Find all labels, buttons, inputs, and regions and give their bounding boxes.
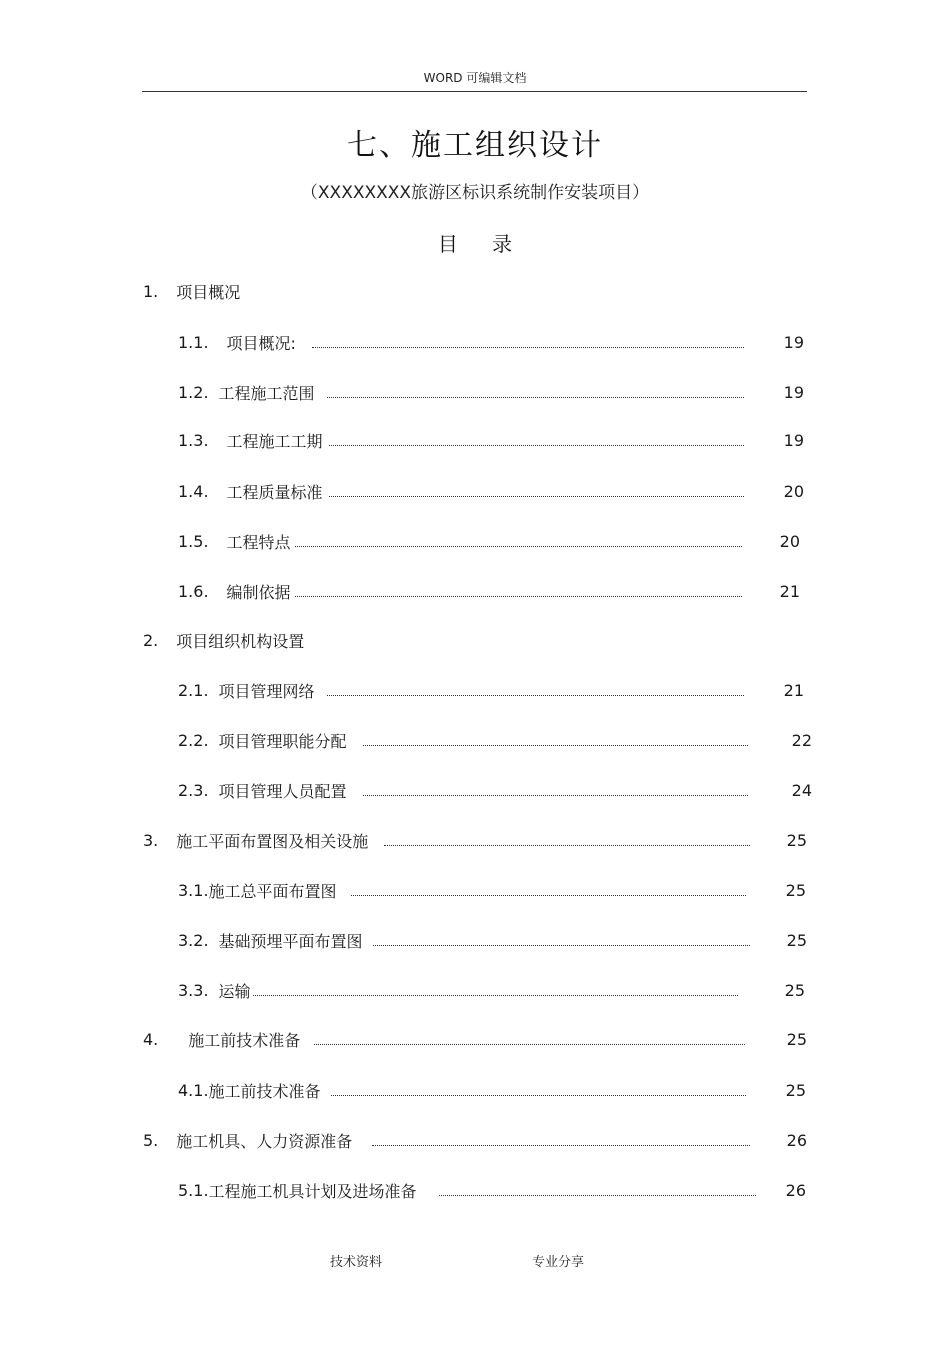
toc-page-number: 26 [785, 1180, 806, 1200]
toc-entry[interactable] [178, 529, 800, 553]
toc-number: 1.4. [178, 481, 209, 501]
toc-page-number: 19 [783, 382, 804, 402]
toc-entry[interactable] [178, 1178, 806, 1202]
toc-number: 1.2. [178, 382, 209, 402]
toc-label: 项目概况: [226, 333, 296, 353]
toc-page-number: 24 [791, 780, 812, 800]
toc-number: 2.2. [178, 730, 209, 750]
toc-leader-dots [372, 1145, 750, 1146]
toc-number: 2.3. [178, 780, 209, 800]
toc-page-number: 26 [786, 1130, 807, 1150]
toc-page-number: 25 [784, 980, 805, 1000]
toc-leader-dots [363, 795, 748, 796]
toc-number: 1. [143, 281, 159, 301]
toc-number: 1.1. [178, 332, 209, 352]
toc-label: 基础预埋平面布置图 [218, 931, 363, 951]
toc-leader-dots [331, 1095, 746, 1096]
toc-page-number: 25 [785, 880, 806, 900]
toc-entry[interactable] [143, 279, 743, 303]
toc-leader-dots [295, 546, 742, 547]
toc-entry[interactable] [178, 678, 804, 702]
toc-entry[interactable] [178, 928, 807, 952]
toc-entry[interactable] [178, 1078, 806, 1102]
toc-leader-dots [327, 695, 744, 696]
toc-label: 项目管理人员配置 [218, 781, 347, 801]
toc-number: 5.1. [178, 1180, 209, 1200]
toc-leader-dots [327, 397, 744, 398]
toc-number: 4.1. [178, 1080, 209, 1100]
toc-entry[interactable] [178, 479, 804, 503]
toc-leader-dots [384, 845, 750, 846]
toc-entry[interactable] [178, 428, 804, 452]
toc-number: 3. [143, 830, 159, 850]
toc-entry[interactable] [178, 330, 804, 354]
toc-label: 运输 [218, 981, 251, 1001]
toc-label: 项目组织机构设置 [176, 631, 305, 651]
toc-number: 1.5. [178, 531, 209, 551]
toc-number: 2. [143, 630, 159, 650]
document-title: 七、施工组织设计 [347, 128, 603, 163]
toc-entry[interactable] [178, 778, 812, 802]
toc-number: 5. [143, 1130, 159, 1150]
toc-entry[interactable] [143, 628, 743, 652]
toc-label: 工程施工工期 [226, 431, 323, 451]
document-subtitle: （XXXXXXXX旅游区标识系统制作安装项目） [300, 183, 650, 203]
footer-left: 技术资料 [330, 1255, 383, 1270]
toc-label: 工程施工范围 [218, 383, 315, 403]
toc-label: 工程特点 [226, 532, 291, 552]
toc-leader-dots [329, 496, 744, 497]
toc-number: 1.6. [178, 581, 209, 601]
toc-page-number: 21 [783, 680, 804, 700]
toc-leader-dots [351, 895, 746, 896]
toc-entry[interactable] [178, 728, 812, 752]
toc-entry[interactable] [178, 380, 804, 404]
toc-page-number: 25 [786, 930, 807, 950]
toc-leader-dots [363, 745, 748, 746]
toc-heading: 目 录 [437, 232, 527, 256]
footer-right: 专业分享 [532, 1255, 585, 1270]
toc-page-number: 25 [785, 1080, 806, 1100]
toc-page-number: 25 [786, 1029, 807, 1049]
toc-label: 项目概况 [176, 282, 241, 302]
toc-entry[interactable] [178, 579, 800, 603]
toc-leader-dots [253, 995, 738, 996]
toc-label: 工程施工机具计划及进场准备 [208, 1181, 417, 1201]
toc-label: 编制依据 [226, 582, 291, 602]
toc-label: 工程质量标准 [226, 482, 323, 502]
toc-label: 项目管理职能分配 [218, 731, 347, 751]
toc-number: 1.3. [178, 430, 209, 450]
toc-page-number: 21 [779, 581, 800, 601]
toc-page-number: 20 [779, 531, 800, 551]
toc-page-number: 25 [786, 830, 807, 850]
toc-leader-dots [439, 1195, 756, 1196]
toc-leader-dots [314, 1044, 745, 1045]
toc-leader-dots [295, 596, 742, 597]
toc-number: 3.3. [178, 980, 209, 1000]
toc-label: 施工前技术准备 [208, 1081, 321, 1101]
toc-entry[interactable] [178, 878, 806, 902]
toc-label: 项目管理网络 [218, 681, 315, 701]
header-rule [142, 91, 807, 92]
toc-number: 3.2. [178, 930, 209, 950]
toc-leader-dots [373, 945, 750, 946]
toc-page-number: 19 [783, 332, 804, 352]
toc-leader-dots [329, 445, 744, 446]
toc-page-number: 20 [783, 481, 804, 501]
toc-number: 4. [143, 1029, 159, 1049]
toc-number: 2.1. [178, 680, 209, 700]
toc-page-number: 22 [791, 730, 812, 750]
toc-page-number: 19 [783, 430, 804, 450]
toc-number: 3.1. [178, 880, 209, 900]
toc-label: 施工总平面布置图 [208, 881, 337, 901]
page-header: WORD 可编辑文档 [423, 71, 527, 85]
toc-label: 施工平面布置图及相关设施 [176, 831, 369, 851]
toc-entry[interactable] [143, 828, 807, 852]
toc-entry[interactable] [143, 1027, 807, 1051]
toc-label: 施工机具、人力资源准备 [176, 1131, 353, 1151]
toc-entry[interactable] [178, 978, 805, 1002]
toc-entry[interactable] [143, 1128, 807, 1152]
toc-leader-dots [312, 347, 744, 348]
toc-label: 施工前技术准备 [188, 1030, 301, 1050]
